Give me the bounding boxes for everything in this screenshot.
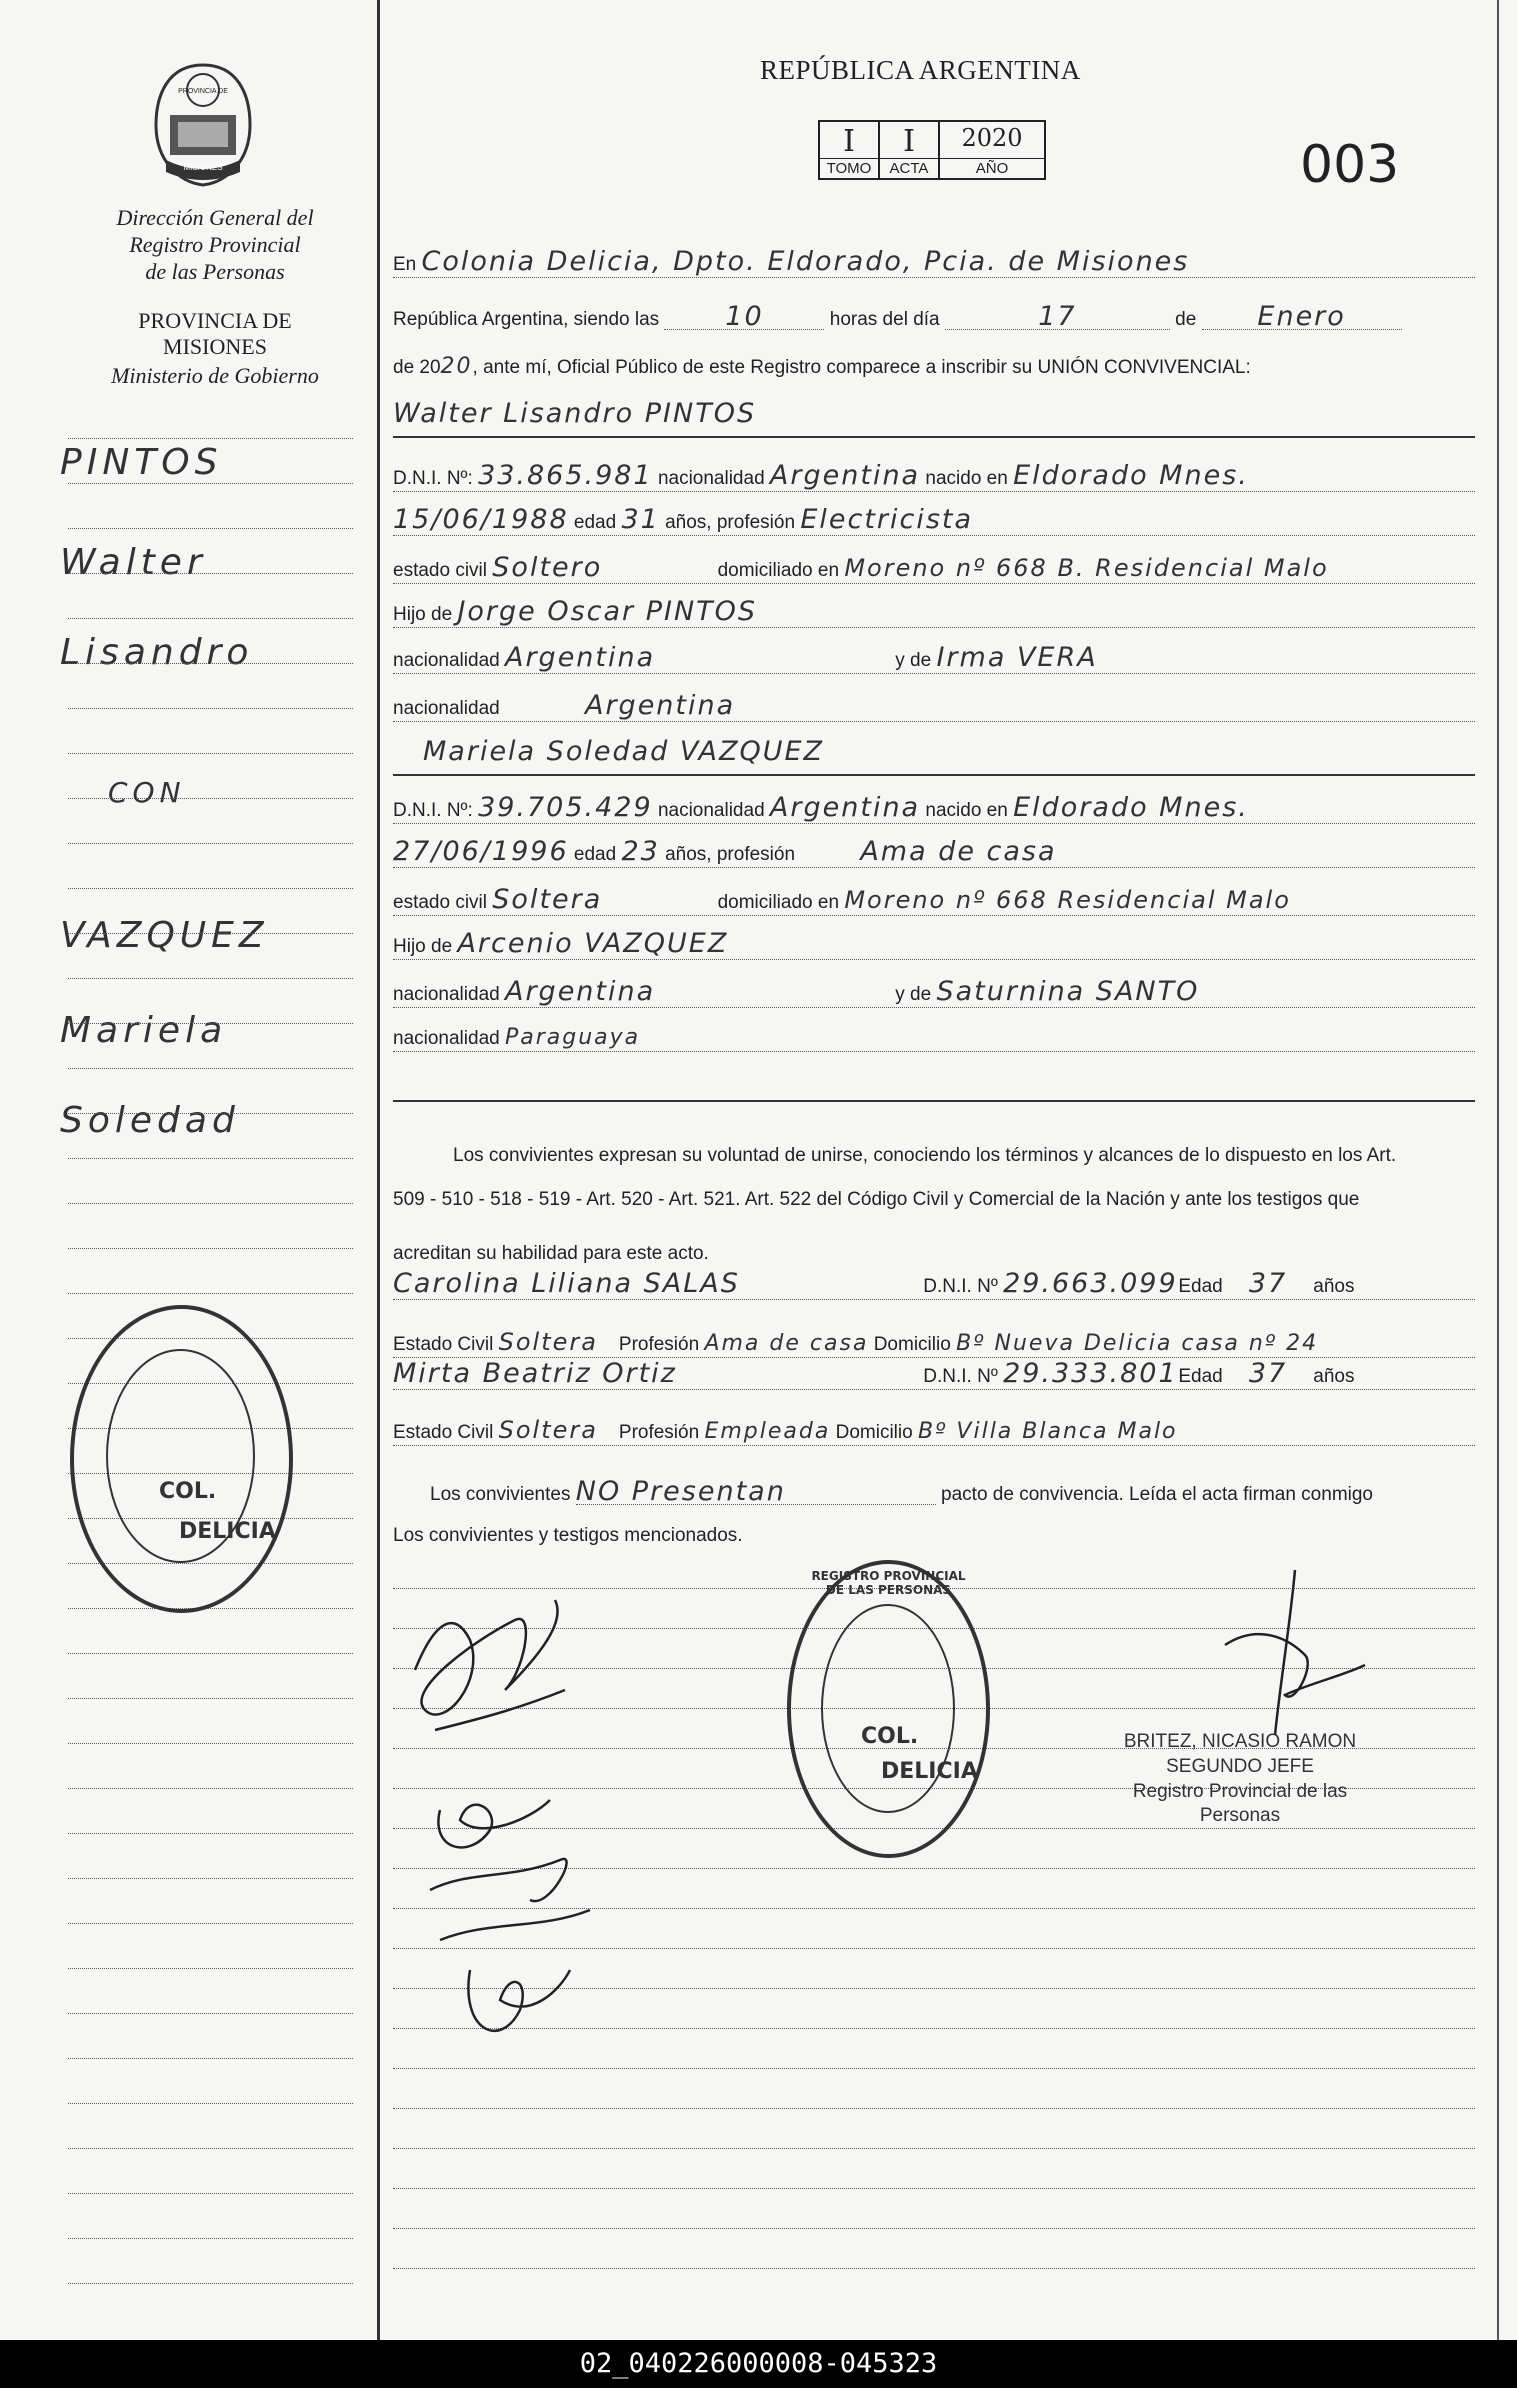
tomo-box: [818, 120, 880, 180]
witness2-dni: 29.333.801: [1003, 1362, 1178, 1389]
ruled-line: [68, 1653, 353, 1654]
ruled-line: [68, 1608, 353, 1609]
witness2-civil-status: Soltera: [498, 1418, 598, 1444]
anio-box: [938, 120, 1046, 180]
anio-label: AÑO: [975, 160, 1009, 177]
signature-scribble-1: [395, 1580, 595, 1750]
ruled-line: [68, 888, 353, 889]
person1-profession: Electricista: [800, 508, 974, 535]
person2-civil-status: Soltera: [492, 888, 603, 915]
official-dept: Registro Provincial de las: [1132, 1781, 1348, 1802]
ruled-line: [68, 438, 353, 439]
person2-name-row: [393, 730, 1475, 776]
intro-year-row: de 2020, ante mí, Oficial Público de este Registro comparece a inscribir su UNIÓN CONVIVENCIAL:: [393, 355, 1251, 379]
province-line: PROVINCIA DE: [138, 308, 292, 333]
ruled-line: [68, 618, 353, 619]
ruled-line: [68, 2283, 353, 2284]
closing-line1: Los convivientes NO Presentan pacto de convivencia. Leída el acta firman conmigo: [430, 1476, 1374, 1507]
ruled-line: [68, 663, 353, 664]
year-value: 20: [440, 355, 473, 379]
left-stamp-text: COL.: [159, 1479, 217, 1504]
person1-age: 31: [621, 508, 660, 535]
ruled-line: [68, 2193, 353, 2194]
ruled-line: [68, 483, 353, 484]
person2-civil-row: estado civil Soltera domiciliado en Moreno nº 668 Residencial Malo: [393, 888, 1475, 916]
declaration-line1: Los convivientes expresan su voluntad de unirse, conociendo los términos y alcances de lo dispuesto en los Art.: [453, 1145, 1397, 1166]
person1-birthdate: 15/06/1988: [393, 508, 569, 535]
person2-birthplace: Eldorado Mnes.: [1013, 796, 1249, 823]
month-value: Enero: [1202, 305, 1402, 330]
ruled-line: [68, 2238, 353, 2239]
witness1-profession: Ama de casa: [704, 1331, 869, 1356]
left-name-given2: Lisandro: [60, 632, 254, 673]
person2-birthdate: 27/06/1996: [393, 840, 569, 867]
person1-dni-row: D.N.I. Nº: 33.865.981 nacionalidad Argentina nacido en Eldorado Mnes.: [393, 464, 1475, 492]
person1-father-row: Hijo de Jorge Oscar PINTOS: [393, 600, 1475, 628]
ruled-line: [68, 1833, 353, 1834]
ruled-line: [68, 1878, 353, 1879]
document-id-footer: 02_040226000008-045323: [0, 2340, 1517, 2388]
section-separator: [393, 1084, 1475, 1102]
person2-mother-nat-row: nacionalidad Paraguaya: [393, 1026, 1475, 1052]
day-value: 17: [945, 305, 1170, 330]
ruled-line: [68, 1293, 353, 1294]
person2-name: Mariela Soledad VAZQUEZ: [423, 736, 825, 767]
person1-nationality: Argentina: [769, 464, 921, 491]
person2-parents-row: nacionalidad Argentina y de Saturnina SANTO: [393, 980, 1475, 1008]
ruled-line: [68, 708, 353, 709]
left-name-given4: Soledad: [60, 1100, 240, 1141]
person1-address: Moreno nº 668 B. Residencial Malo: [844, 556, 1329, 582]
person1-parents-row: nacionalidad Argentina y de Irma VERA: [393, 646, 1475, 674]
witness1-name: Carolina Liliana SALAS: [393, 1272, 740, 1299]
crest-top-text: PROVINCIA DE: [178, 88, 228, 95]
person1-civil-row: estado civil Soltero domiciliado en Moreno nº 668 B. Residencial Malo: [393, 556, 1475, 584]
left-name-surname1: PINTOS: [60, 442, 223, 483]
person1-mother-nat-row: nacionalidad Argentina: [393, 694, 1475, 722]
intro-place-row: En Colonia Delicia, Dpto. Eldorado, Pcia. de Misiones: [393, 250, 1475, 278]
witness2-details-row: Estado Civil Soltera Profesión Empleada Domicilio Bº Villa Blanca Malo: [393, 1418, 1475, 1446]
left-stamp-text: DELICIA: [179, 1519, 276, 1544]
person1-civil-status: Soltero: [492, 556, 603, 583]
witness2-address: Bº Villa Blanca Malo: [917, 1419, 1178, 1444]
person2-birth-row: 27/06/1996 edad 23 años, profesión Ama de casa: [393, 840, 1475, 868]
person1-father: Jorge Oscar PINTOS: [457, 600, 758, 627]
official-stamp: [787, 1560, 990, 1858]
stamp-center-text: DELICIA: [881, 1759, 978, 1784]
tomo-label: TOMO: [826, 160, 872, 177]
crest-bottom-text: MISIONES: [183, 163, 223, 172]
signature-scribble-2: [410, 1770, 620, 2060]
ruled-line: [393, 2148, 1475, 2149]
witness1-dni: 29.663.099: [1003, 1272, 1178, 1299]
page-border: [1497, 0, 1499, 2340]
ministry-name: Ministerio de Gobierno: [111, 363, 319, 388]
ruled-line: [68, 1113, 353, 1114]
person2-mother-nationality: Paraguaya: [504, 1026, 641, 1050]
person2-nationality: Argentina: [769, 796, 921, 823]
ruled-line: [68, 843, 353, 844]
province-name: [80, 308, 350, 360]
ruled-line: [393, 2228, 1475, 2229]
ruled-line: [68, 933, 353, 934]
institution-line: Dirección General del: [116, 205, 314, 230]
ruled-line: [68, 1923, 353, 1924]
person1-mother: Irma VERA: [936, 646, 1098, 673]
anio-value: 2020: [940, 124, 1044, 159]
institution-line: de las Personas: [145, 259, 285, 284]
person1-birthplace: Eldorado Mnes.: [1013, 464, 1249, 491]
ruled-line: [68, 1068, 353, 1069]
acta-value: I: [880, 124, 938, 159]
witness1-age: 37: [1248, 1272, 1288, 1299]
left-name-given3: Mariela: [60, 1010, 228, 1051]
person1-birth-row: 15/06/1988 edad 31 años, profesión Electricista: [393, 508, 1475, 536]
ruled-line: [68, 1203, 353, 1204]
ruled-line: [393, 2268, 1475, 2269]
witness1-civil-status: Soltera: [498, 1330, 598, 1356]
declaration-line3: acreditan su habilidad para este acto.: [393, 1243, 709, 1264]
person1-name-row: [393, 392, 1475, 438]
pact-value: NO Presentan: [576, 1480, 936, 1505]
witness1-row: Carolina Liliana SALAS D.N.I. Nº 29.663.099 Edad 37 años: [393, 1272, 1475, 1300]
official-dept: Personas: [1199, 1805, 1281, 1826]
person2-profession: Ama de casa: [860, 840, 1057, 867]
ruled-line: [68, 2013, 353, 2014]
official-title: SEGUNDO JEFE: [1166, 1756, 1314, 1777]
ruled-line: [68, 2148, 353, 2149]
left-stamp: [70, 1305, 293, 1613]
ruled-line: [68, 753, 353, 754]
left-name-con: CON: [108, 776, 186, 809]
person2-father-nationality: Argentina: [504, 980, 656, 1007]
ruled-line: [68, 1248, 353, 1249]
acta-box: [878, 120, 940, 180]
left-name-given1: Walter: [60, 542, 207, 583]
hour-value: 10: [664, 305, 824, 330]
ruled-line: [68, 1698, 353, 1699]
person1-mother-nationality: Argentina: [584, 694, 736, 721]
ruled-line: [393, 2068, 1475, 2069]
person1-dni: 33.865.981: [478, 464, 653, 491]
witness2-age: 37: [1248, 1362, 1288, 1389]
witness1-address: Bº Nueva Delicia casa nº 24: [956, 1331, 1319, 1356]
official-signature: [1195, 1565, 1375, 1745]
institution-name: [80, 204, 350, 285]
intro-time-row: República Argentina, siendo las 10 horas del día 17 de Enero: [393, 305, 1475, 332]
ruled-line: [68, 798, 353, 799]
witness2-row: Mirta Beatriz Ortiz D.N.I. Nº 29.333.801 Edad 37 años: [393, 1362, 1475, 1390]
person2-dni: 39.705.429: [478, 796, 653, 823]
witness2-profession: Empleada: [704, 1419, 831, 1444]
person2-mother: Saturnina SANTO: [936, 980, 1200, 1007]
ruled-line: [68, 528, 353, 529]
stamp-center-text: COL.: [861, 1724, 919, 1749]
province-line: MISIONES: [163, 334, 267, 359]
document-title: REPÚBLICA ARGENTINA: [760, 55, 1081, 85]
ruled-line: [68, 2058, 353, 2059]
ruled-line: [68, 2103, 353, 2104]
ruled-line: [68, 1968, 353, 1969]
person2-dni-row: D.N.I. Nº: 39.705.429 nacionalidad Argentina nacido en Eldorado Mnes.: [393, 796, 1475, 824]
closing-line2: Los convivientes y testigos mencionados.: [393, 1525, 743, 1546]
ruled-line: [68, 978, 353, 979]
official-name: BRITEZ, NICASIO RAMON: [1123, 1731, 1357, 1752]
ruled-line: [393, 2188, 1475, 2189]
ruled-line: [68, 1743, 353, 1744]
ruled-line: [393, 2108, 1475, 2109]
institution-line: Registro Provincial: [129, 232, 301, 257]
province-crest-icon: [148, 60, 258, 190]
acta-label: ACTA: [889, 160, 929, 177]
witness2-name: Mirta Beatriz Ortiz: [393, 1362, 677, 1389]
person2-father-row: Hijo de Arcenio VAZQUEZ: [393, 932, 1475, 960]
person1-father-nationality: Argentina: [504, 646, 656, 673]
stamp-ring-text: REGISTRO PROVINCIAL DE LAS PERSONAS: [811, 1569, 966, 1597]
left-name-surname2: VAZQUEZ: [60, 915, 269, 956]
tomo-value: I: [820, 124, 878, 159]
witness1-details-row: Estado Civil Soltera Profesión Ama de casa Domicilio Bº Nueva Delicia casa nº 24: [393, 1330, 1475, 1358]
person2-age: 23: [621, 840, 660, 867]
ruled-line: [68, 1788, 353, 1789]
act-number: 003: [1300, 135, 1400, 195]
person2-address: Moreno nº 668 Residencial Malo: [844, 888, 1291, 914]
place-value: Colonia Delicia, Dpto. Eldorado, Pcia. de Misiones: [421, 250, 1190, 277]
person2-father: Arcenio VAZQUEZ: [457, 932, 729, 959]
column-divider: [377, 0, 380, 2340]
ruled-line: [68, 1023, 353, 1024]
declaration-line2: 509 - 510 - 518 - 519 - Art. 520 - Art. 521. Art. 522 del Código Civil y Comercial de la Nación y ante los testigos que: [393, 1189, 1360, 1210]
person1-name: Walter Lisandro PINTOS: [393, 398, 757, 429]
ruled-line: [68, 1158, 353, 1159]
ruled-line: [68, 573, 353, 574]
